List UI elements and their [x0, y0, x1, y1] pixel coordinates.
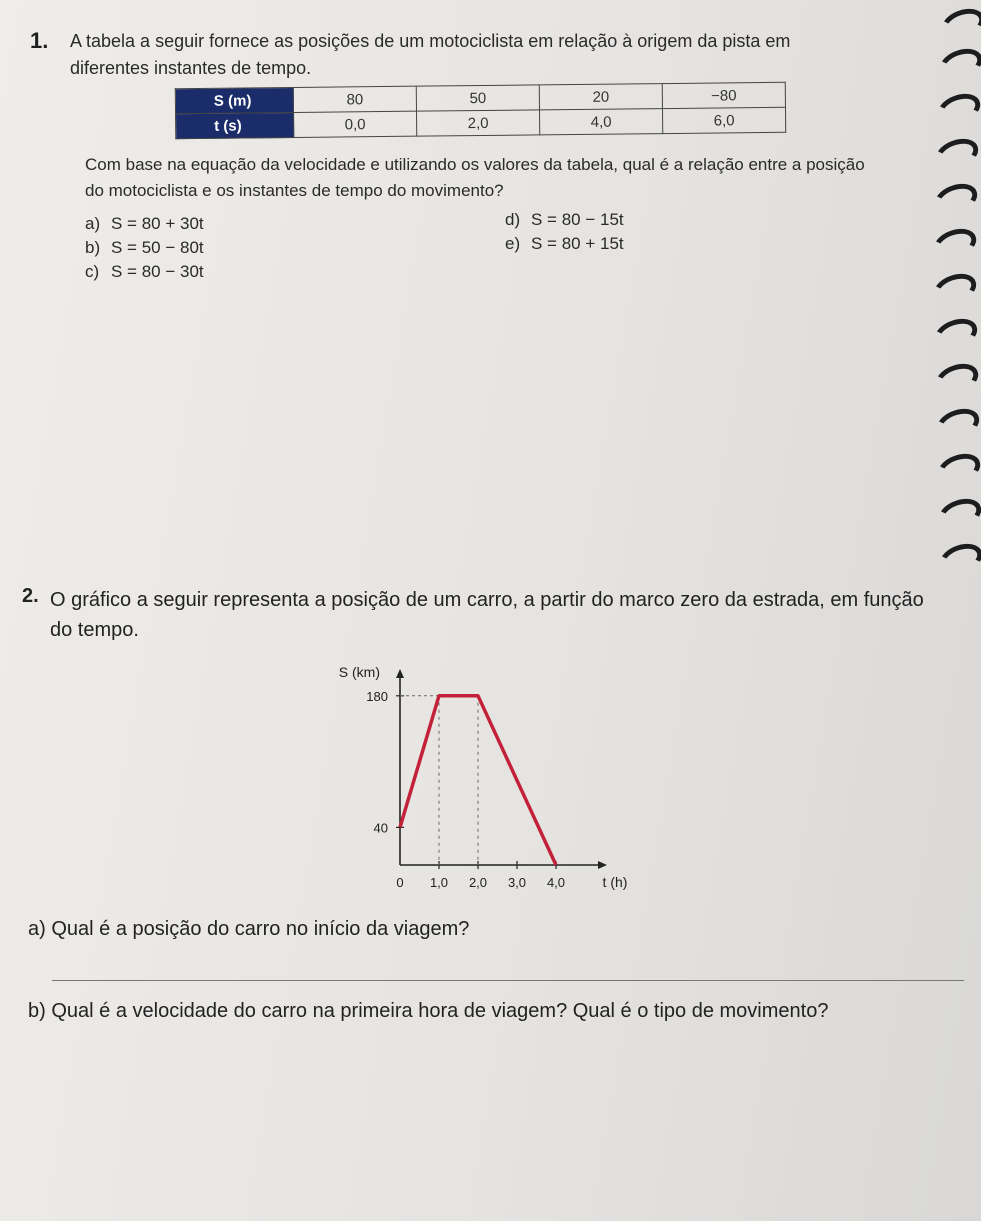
- q2-number: 2.: [22, 585, 39, 607]
- question-2a: a) Qual é a posição do carro no início da viagem?: [28, 918, 470, 940]
- table-cell: 0,0: [294, 111, 417, 137]
- y-tick-label: 180: [366, 688, 388, 704]
- x-axis-label: t (h): [602, 874, 628, 890]
- y-axis-arrow: [396, 669, 404, 678]
- spiral-binding: [891, 0, 981, 600]
- x-tick-label: 3,0: [507, 875, 527, 890]
- table-header-t: t (s): [176, 112, 294, 138]
- option-d[interactable]: d) S = 80 − 15t: [505, 210, 624, 229]
- y-tick-label: 40: [373, 820, 388, 836]
- table-cell: 2,0: [417, 110, 540, 136]
- x-tick-label: 1,0: [429, 875, 449, 890]
- table-cell: 6,0: [662, 107, 785, 133]
- x-axis-arrow: [598, 861, 607, 869]
- option-a[interactable]: a) S = 80 + 30t: [85, 214, 204, 233]
- option-b[interactable]: b) S = 50 − 80t: [85, 238, 204, 257]
- question-2b: b) Qual é a velocidade do carro na primeira hora de viagem? Qual é o tipo de movimento?: [28, 1000, 829, 1022]
- answer-line[interactable]: [52, 980, 964, 981]
- table-cell: 50: [416, 85, 539, 111]
- table-cell: −80: [662, 82, 785, 108]
- position-time-table: [175, 82, 787, 139]
- q2-statement: O gráfico a seguir representa a posição de um carro, a partir do marco zero da estrada, em função do tempo.: [50, 589, 924, 641]
- y-axis-label: S (km): [338, 664, 380, 680]
- table-row-time: [176, 107, 786, 138]
- x-tick-label: 4,0: [546, 875, 566, 890]
- option-e[interactable]: e) S = 80 + 15t: [505, 234, 624, 253]
- x-tick-label: 2,0: [468, 875, 488, 890]
- option-c[interactable]: c) S = 80 − 30t: [85, 262, 204, 281]
- table-cell: 20: [539, 84, 662, 110]
- x-tick-label: 0: [396, 875, 404, 890]
- table-cell: 4,0: [539, 109, 662, 135]
- q1-statement: A tabela a seguir fornece as posições de um motociclista em relação à origem da pista em diferentes instantes de tempo.: [70, 31, 791, 78]
- table-cell: 80: [293, 86, 416, 112]
- q1-prompt: Com base na equação da velocidade e utilizando os valores da tabela, qual é a relação entre a posição do motociclista e os instantes de tempo do movimento?: [85, 155, 865, 200]
- table-header-s: S (m): [175, 87, 293, 113]
- position-time-chart: [320, 660, 660, 900]
- q1-number: 1.: [30, 28, 49, 53]
